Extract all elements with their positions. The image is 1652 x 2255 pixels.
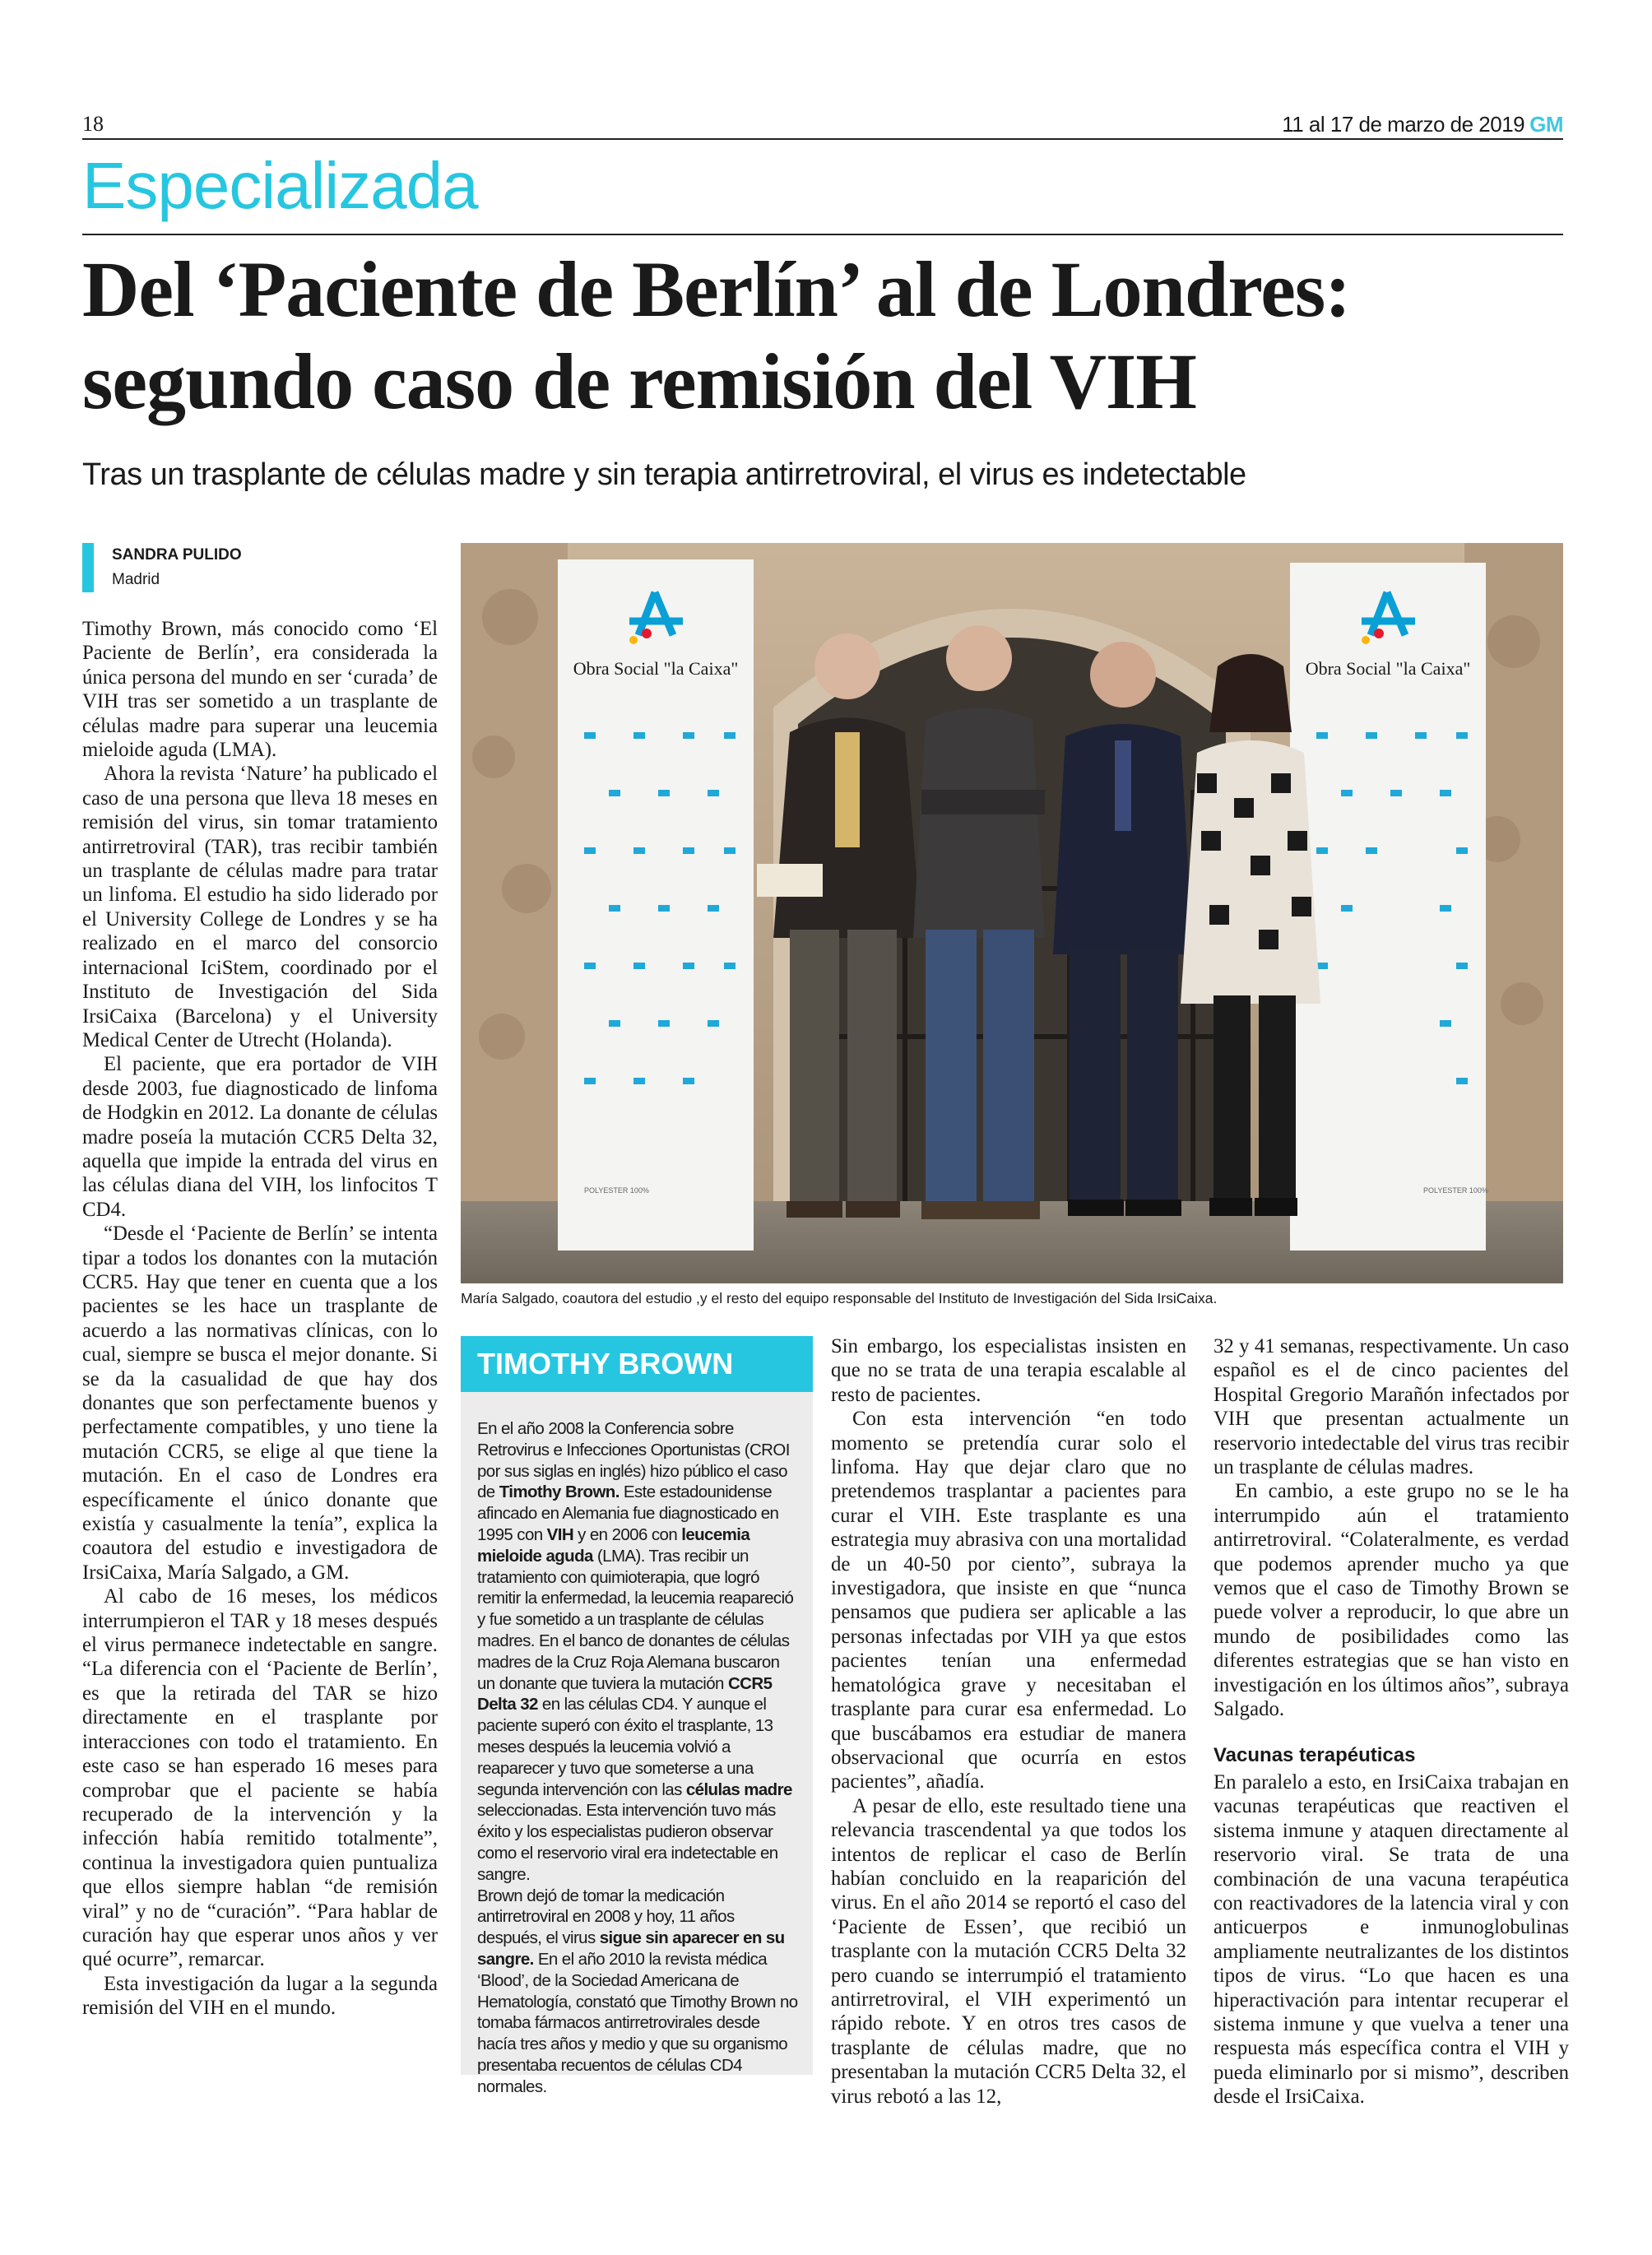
paragraph: 32 y 41 semanas, respectivamente. Un caso español es el de cinco pacientes del Hospital Gregorio Marañón infectados por VIH que presentan actualmente un reservorio intedectable del virus tras recibir un trasplante de células madres.	[1213, 1335, 1569, 1479]
headline-line-2: segundo caso de remisión del VIH	[82, 337, 1196, 425]
article-photo	[461, 543, 1563, 1283]
article-column-3	[831, 1334, 1186, 2109]
paragraph: Esta investigación da lugar a la segunda remisión del VIH en el mundo.	[82, 1972, 438, 2020]
sidebar-body	[477, 1418, 800, 2098]
banner-small-left: POLYESTER 100%	[584, 1186, 649, 1195]
header-rule	[82, 138, 1563, 140]
sidebar-paragraph-1: En el año 2008 la Conferencia sobre Retrovirus e Infecciones Oportunistas (CROI por sus siglas en inglés) hizo público el caso de Timothy Brown. Este estadounidense afincado en Alemania fue diagnosticado en 1995 con VIH y en 2006 con leucemia mieloide aguda (LMA). Tras recibir un tratamiento con quimioterapia, que logró remitir la enfermedad, la leucemia reapareció y fue sometido a un trasplante de células madres. En el banco de donantes de células madres de la Cruz Roja Alemana buscaron un donante que tuviera la mutación CCR5 Delta 32 en las células CD4. Y aunque el paciente superó con éxito el trasplante, 13 meses después la leucemia volvió a reaparecer y tuvo que someterse a una segunda intervención con las células madre seleccionadas. Esta intervención tuvo más éxito y los especialistas pudieron observar como el reservorio viral era indetectable en sangre.	[477, 1419, 794, 1884]
paragraph: Con esta intervención “en todo momento se pretendía curar solo el linfoma. Hay que dejar claro que no pretendemos trasplantar a pacientes para curar el VIH. Este trasplante es una estrategia muy abrasiva con una mortalidad de un 40-50 por ciento”, subraya la investigadora, que insiste en que “nunca pensamos que pudiera ser aplicable a las personas infectadas por VIH ya que estos pacientes tenían una enfermedad hematológica grave y necesitaban el trasplante para curar esa enfermedad. Lo que buscábamos era estudiar de manera observacional que ocurría en estos pacientes”, añadía.	[831, 1408, 1186, 1793]
headline	[82, 244, 1580, 428]
sidebar-box	[461, 1336, 813, 2096]
paragraph: Sin embargo, los especialistas insisten en que no se trata de una terapia escalable al resto de pacientes.	[831, 1335, 1186, 1406]
sidebar-title: TIMOTHY BROWN	[461, 1336, 813, 1392]
banner-text-right: Obra Social "la Caixa"	[1305, 658, 1471, 679]
byline	[82, 543, 242, 592]
banner-text-left: Obra Social "la Caixa"	[573, 658, 739, 679]
subheadline: Tras un trasplante de células madre y sin terapia antirretroviral, el virus es indetectable	[82, 457, 1246, 492]
byline-city: Madrid	[112, 571, 160, 588]
paragraph: Al cabo de 16 meses, los médicos interrumpieron el TAR y 18 meses después el virus permanece indetectable en sangre. “La diferencia con el ‘Paciente de Berlín’, es que la retirada del TAR se hizo directamente en el trasplante por interacciones con todo el tratamiento. En este caso se han esperado 16 meses para comprobar que el paciente se había recuperado de la intervención y la infección había remitido totalmente”, continua la investigadora quien puntualiza que ellos siempre hablan “de remisión viral” y no de “curación”. “Para hablar de curación hay que esperar unos años y ver qué ocurre”, remarcar.	[82, 1585, 438, 1971]
byline-author: SANDRA PULIDO	[112, 546, 242, 564]
paragraph: A pesar de ello, este resultado tiene una relevancia trascendental ya que todos los intentos de replicar el caso de Berlín habían concluido en la reaparición del virus. En el año 2014 se reportó el caso del ‘Paciente de Essen’, que recibió un trasplante con la mutación CCR5 Delta 32 pero cuando se interrumpió el tratamiento antirretroviral, el VIH experimentó un rápido rebote. Y en otros tres casos de trasplante de células madre, que no presentaban la mutación CCR5 Delta 32, el virus rebotó a las 12,	[831, 1794, 1186, 2108]
banner-small-right: POLYESTER 100%	[1423, 1186, 1488, 1195]
page-number: 18	[82, 112, 104, 136]
paragraph: En cambio, a este grupo no se le ha interrumpido aún el tratamiento antirretroviral. “Colateralmente, es verdad que podemos aprender mucho ya que vemos que el caso de Timothy Brown se puede volver a reproducir, lo que abre un mundo de posibilidades como las diferentes estrategias que se han visto en investigación en los últimos años”, subraya Salgado.	[1213, 1480, 1569, 1721]
section-rule	[82, 234, 1563, 235]
issue-date	[1282, 112, 1563, 137]
headline-line-1: Del ‘Paciente de Berlín’ al de Londres:	[82, 245, 1351, 333]
article-column-4	[1213, 1334, 1569, 2109]
brand-logo: GM	[1529, 112, 1563, 137]
subsection-title: Vacunas terapéuticas	[1213, 1743, 1416, 1766]
section-title: Especializada	[82, 149, 478, 222]
paragraph: El paciente, que era portador de VIH desde 2003, fue diagnosticado de linfoma de Hodgkin en 2012. La donante de células madre poseía la mutación CCR5 Delta 32, aquella que impide la entrada del virus en las células diana del VIH, los linfocitos T CD4.	[82, 1053, 438, 1221]
paragraph: En paralelo a esto, en IrsiCaixa trabajan en vacunas terapéuticas que reactiven el sistema inmune y ataquen directamente al reservorio viral. Se trata de una combinación de una vacuna terapéutica con reactivadores de la latencia viral y con anticuerpos e inmunoglobulinas ampliamente neutralizantes de los distintos tipos de virus. “Lo que hacen es una hiperactivación para intentar recuperar el sistema inmune y que vuelva a tener una respuesta más específica contra el VIH y pueda eliminarlo por si mismo”, describen desde el IrsiCaixa.	[1213, 1770, 1569, 2109]
article-column-1	[82, 617, 438, 2021]
paragraph: Timothy Brown, más conocido como ‘El Paciente de Berlín’, era considerada la única persona del mundo en ser ‘curada’ de VIH tras ser sometido a un trasplante de células madre para superar una leucemia mieloide aguda (LMA).	[82, 618, 438, 762]
photo-caption: María Salgado, coautora del estudio ,y el resto del equipo responsable del Instituto de Investigación del Sida IrsiCaixa.	[461, 1290, 1218, 1306]
issue-date-text: 11 al 17 de marzo de 2019	[1282, 112, 1525, 137]
sidebar-paragraph-2: Brown dejó de tomar la medicación antirretroviral en 2008 y hoy, 11 años después, el virus sigue sin aparecer en su sangre. En el año 2010 la revista médica ‘Blood’, de la Sociedad Americana de Hematología, constató que Timothy Brown no tomaba fármacos antirretrovirales desde hacía tres años y medio y que su organismo presentaba recuentos de células CD4 normales.	[477, 1886, 798, 2096]
paragraph: Ahora la revista ‘Nature’ ha publicado el caso de una persona que lleva 18 meses en remisión del virus, sin tomar tratamiento antirretroviral (TAR), tras recibir también un trasplante de células madre para tratar un linfoma. El estudio ha sido liderado por el University College de Londres y se ha realizado en el marco del consorcio internacional IciStem, coordinado por el Instituto de Investigación del Sida IrsiCaixa (Barcelona) y el University Medical Center de Utrecht (Holanda).	[82, 763, 438, 1051]
paragraph: “Desde el ‘Paciente de Berlín’ se intenta tipar a todos los donantes con la mutación CCR5. Hay que tener en cuenta que a los pacientes se les hace un trasplante de acuerdo a las normativas clínicas, con lo cual, siempre se busca el mejor donante. Si se da la casualidad de que hay dos donantes que son perfectamente buenos y perfectamente compatibles, y uno tiene la mutación CCR5, se elige al que tiene la mutación. En el caso de Londres era específicamente el único donante que existía y casualmente la tenía”, explica la coautora del estudio e investigadora de IrsiCaixa, María Salgado, a GM.	[82, 1223, 438, 1584]
